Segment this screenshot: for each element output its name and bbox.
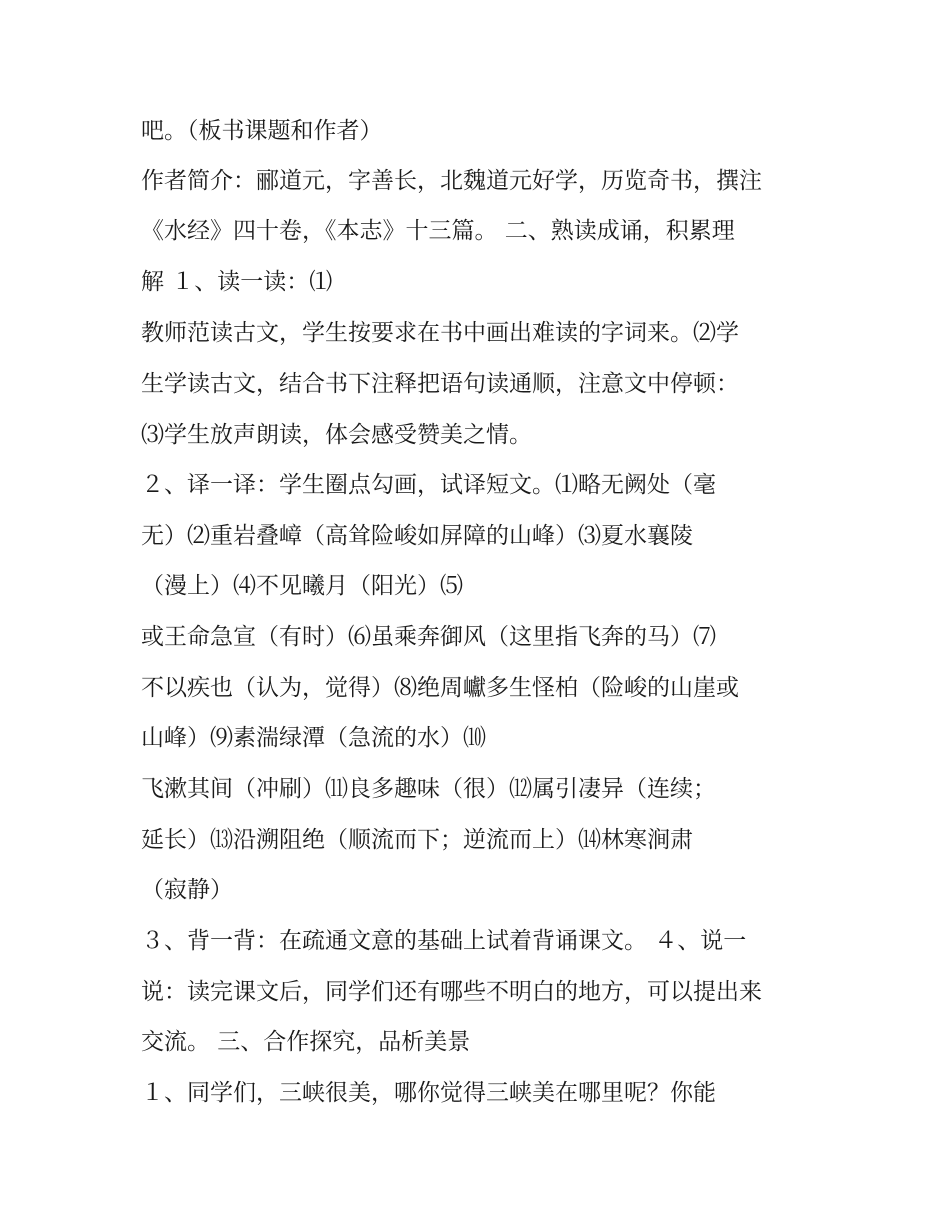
text-line: 无）⑵重岩叠嶂（高耸险峻如屏障的山峰）⑶夏水襄陵 <box>141 523 693 549</box>
text-line: 《水经》四十卷，《本志》十三篇。 二、熟读成诵，积累理 <box>141 218 735 244</box>
text-line: 不以疾也（认为，觉得）⑻绝周巘多生怪柏（险峻的山崖或 <box>141 675 739 701</box>
text-line: ２、译一译：学生圈点勾画，试译短文。⑴略无阙处（毫 <box>141 472 716 498</box>
text-line: １、同学们，三峡很美，哪你觉得三峡美在哪里呢？你能 <box>141 1080 716 1106</box>
text-line: ⑶学生放声朗读，体会感受赞美之情。 <box>141 422 532 448</box>
text-line: 延长）⒀沿溯阻绝（顺流而下；逆流而上）⒁林寒涧肃 <box>141 827 693 853</box>
text-line: 飞漱其间（冲刷）⑾良多趣味（很）⑿属引凄异（连续； <box>141 776 716 802</box>
text-line: 作者简介：郦道元，字善长，北魏道元好学，历览奇书，撰注 <box>141 168 762 194</box>
text-line: ３、背一背：在疏通文意的基础上试着背诵课文。 ４、说一 <box>141 928 747 954</box>
text-line: （寂静） <box>141 877 233 903</box>
text-line: 生学读古文，结合书下注释把语句读通顺，注意文中停顿： <box>141 371 739 397</box>
text-line: 吧。（板书课题和作者） <box>141 118 383 144</box>
text-line: 交流。 三、合作探究，品析美景 <box>141 1029 471 1055</box>
text-line: 教师范读古文，学生按要求在书中画出难读的字词来。⑵学 <box>141 320 739 346</box>
text-line: 山峰）⑼素湍绿潭（急流的水）⑽ <box>141 725 486 751</box>
text-line: 解 １、读一读：⑴ <box>141 269 333 295</box>
text-line: （漫上）⑷不见曦月（阳光）⑸ <box>141 573 463 599</box>
text-line: 或王命急宣（有时）⑹虽乘奔御风（这里指飞奔的马）⑺ <box>141 624 716 650</box>
text-line: 说：读完课文后，同学们还有哪些不明白的地方，可以提出来 <box>141 979 762 1005</box>
